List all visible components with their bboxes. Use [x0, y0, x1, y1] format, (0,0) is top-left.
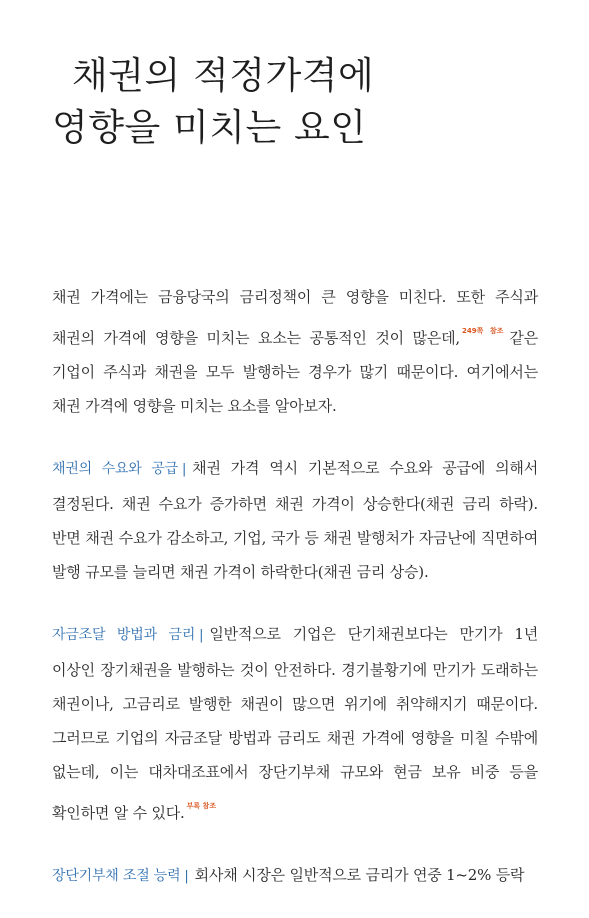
intro-text-after-ref: 같은 기업이 주식과 채권을 모두 발행하는 경우가 많기 때문이다. 여기에서는 채권 가격에 영향을 미치는 요소를 알아보자.: [52, 329, 538, 415]
section-separator: |: [184, 869, 189, 884]
section-heading: 자금조달 방법과 금리: [52, 627, 196, 643]
section-separator: |: [181, 462, 187, 477]
section-body: 회사채 시장은 일반적으로 금리가 연중 1~2% 등락: [194, 866, 525, 884]
section-paragraph: [52, 451, 538, 589]
appendix-reference-note: 부록 참조: [186, 802, 217, 810]
section-body: 일반적으로 기업은 단기채권보다는 만기가 1년 이상인 장기채권을 발행하는 것이 안전하다. 경기불황기에 만기가 도래하는 채권이나, 고금리로 발행한 채권이 많으면 위기에 취약해지기 때문이다. 그러므로 기업의 자금조달 방법과 금리도 채권 가격에 영향을 미칠 수밖에 없는데, 이는 대차대조표에서 장단기부채 규모와 현금 보유 비중 등을 확인하면 알 수 있다.: [52, 625, 538, 822]
intro-paragraph: [52, 280, 538, 423]
section-paragraph: [52, 617, 538, 830]
section-heading: 채권의 수요와 공급: [52, 461, 178, 477]
section-separator: |: [199, 628, 204, 643]
article-body: [52, 280, 538, 894]
page-reference-note: 249쪽 참조: [462, 327, 504, 335]
title-line-1: 채권의 적정가격에: [72, 54, 375, 97]
title-line-2: 영향을 미치는 요인: [52, 106, 367, 149]
intro-text-before-ref: 채권 가격에는 금융당국의 금리정책이 큰 영향을 미친다. 또한 주식과 채권의 가격에 영향을 미치는 요소는 공통적인 것이 많은데,: [52, 288, 538, 347]
section-body: 채권 가격 역시 기본적으로 수요와 공급에 의해서 결정된다. 채권 수요가 증가하면 채권 가격이 상승한다(채권 금리 하락). 반면 채권 수요가 감소하고, 기업, 국가 등 채권 발행처가 자금난에 직면하여 발행 규모를 늘리면 채권 가격이 하락한다(채권 금리 상승).: [52, 459, 538, 581]
section-paragraph: [52, 858, 538, 894]
page-title: [52, 50, 392, 154]
section-heading: 장단기부채 조절 능력: [52, 868, 181, 884]
